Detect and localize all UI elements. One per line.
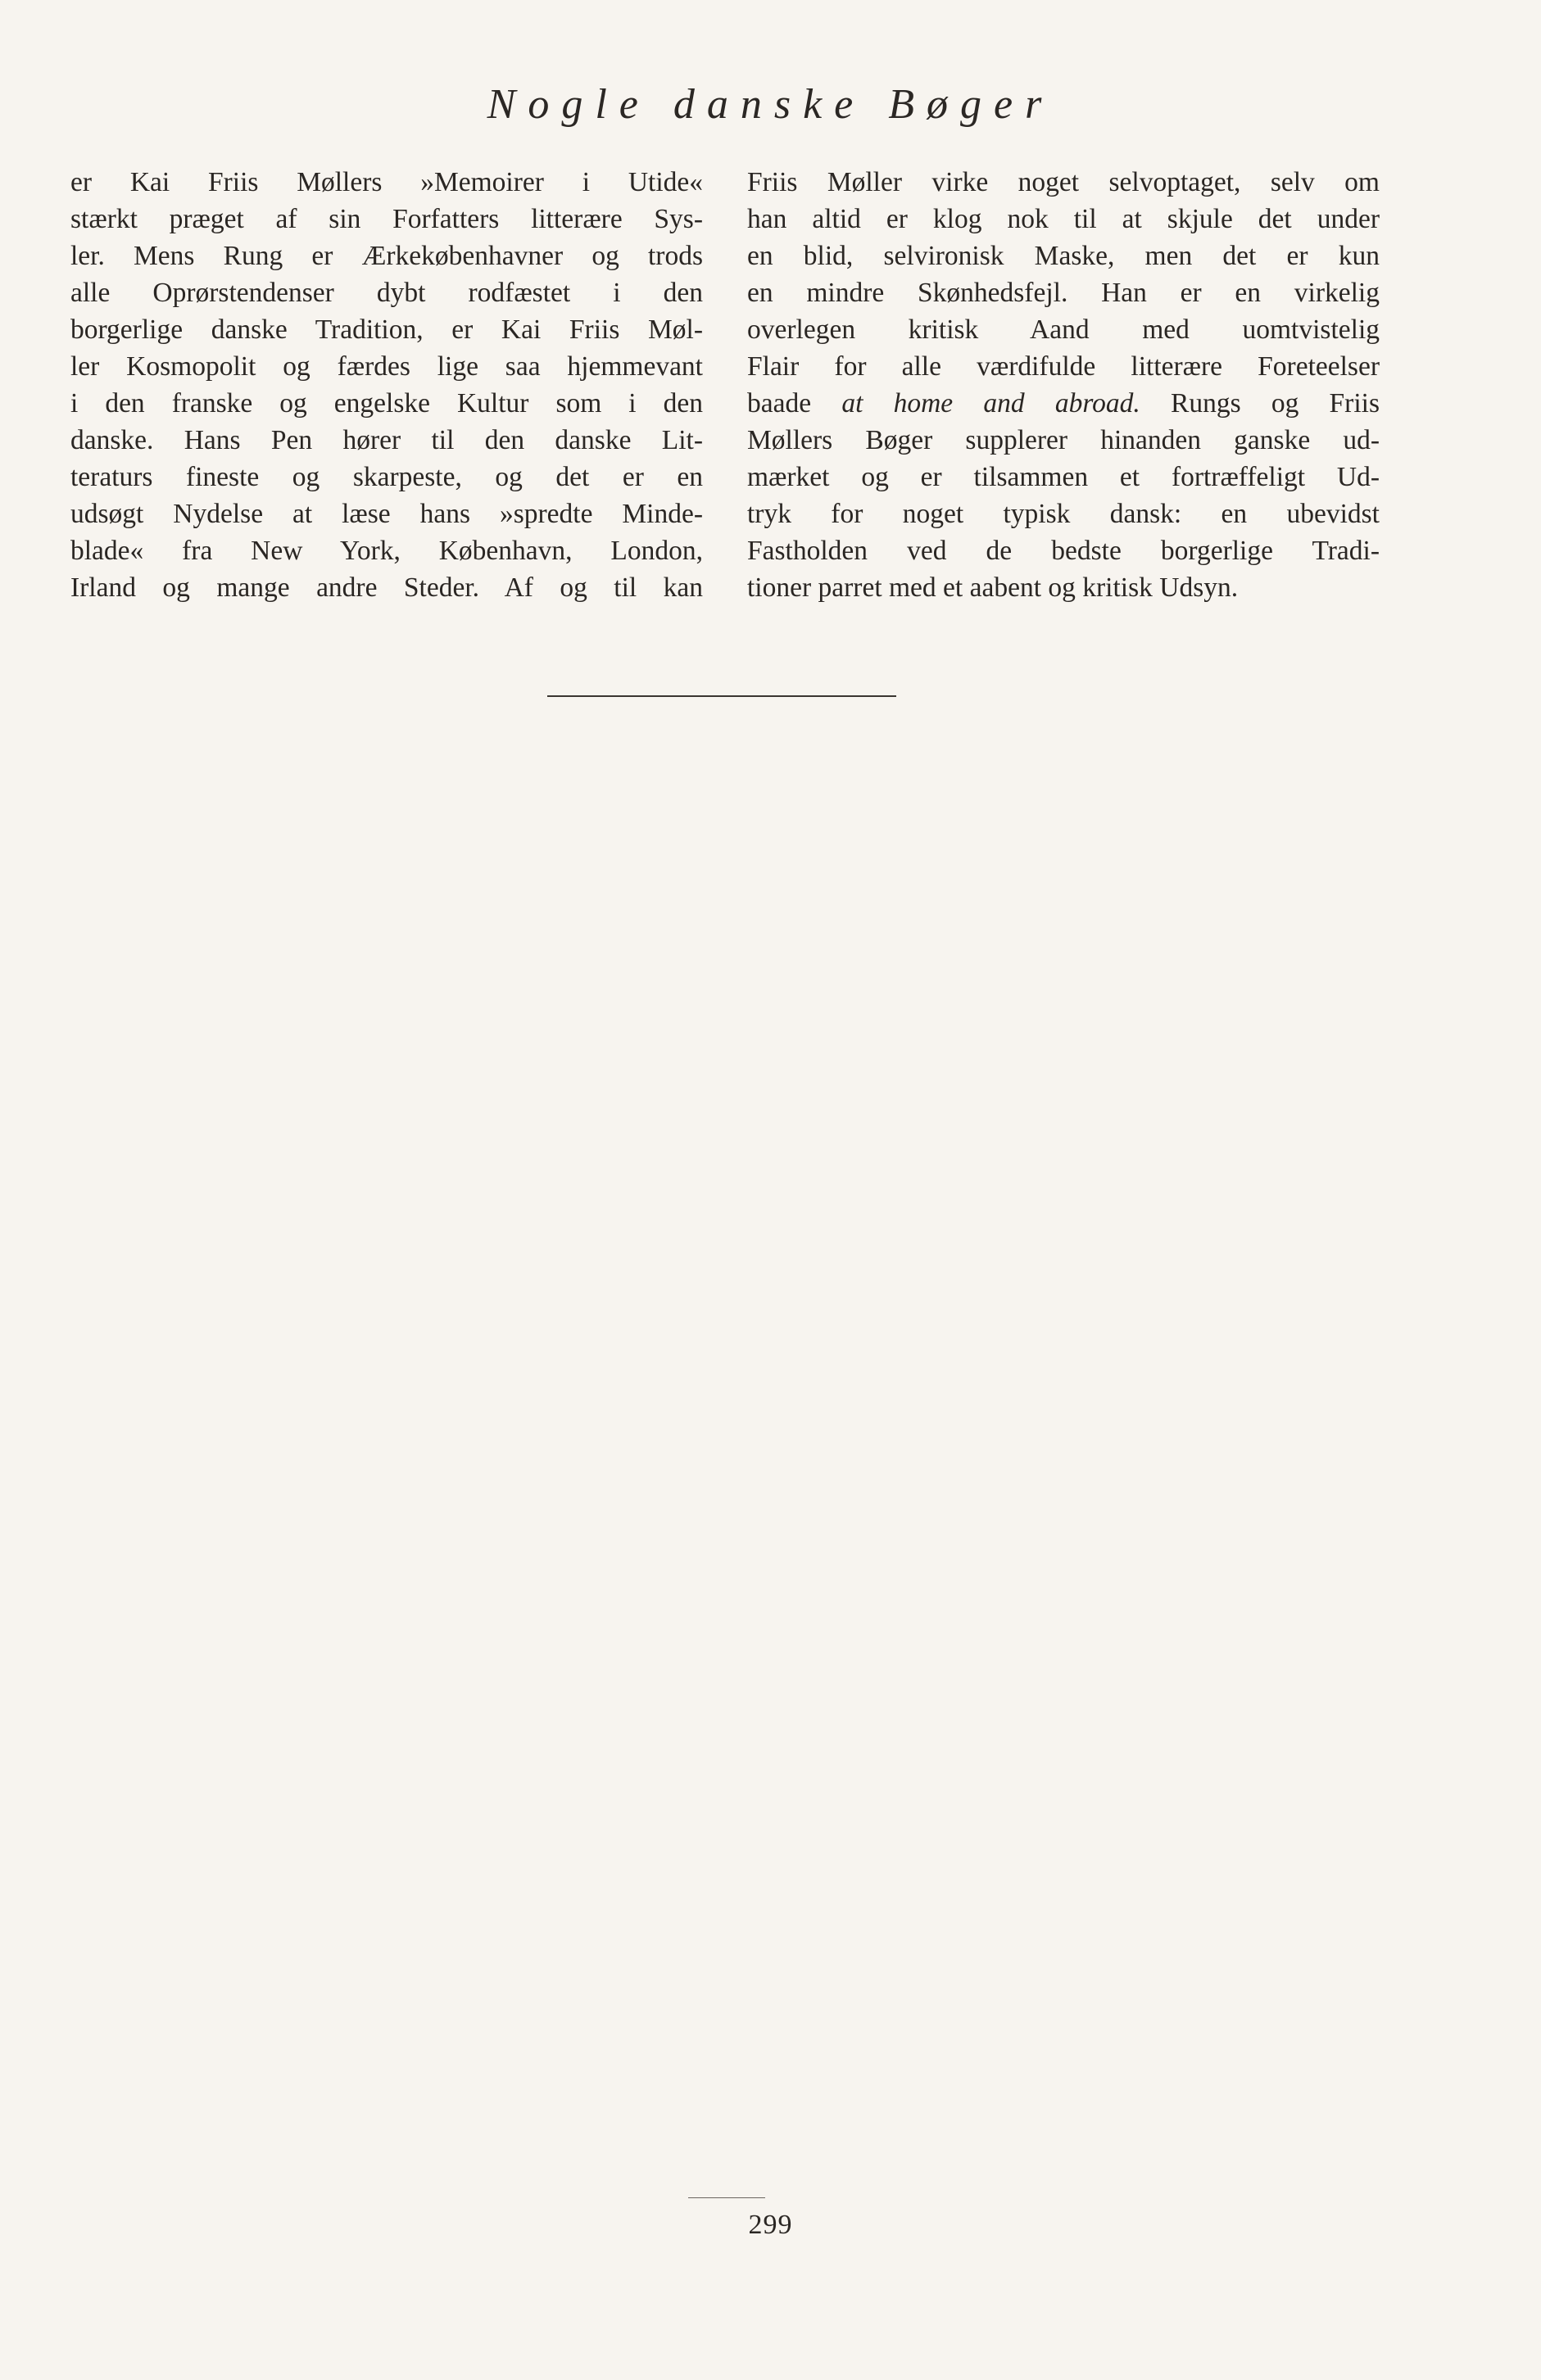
text-line: Friis Møller virke noget selvoptaget, selv om xyxy=(747,167,1380,197)
text-line: mærket og er tilsammen et fortræffeligt Ud- xyxy=(747,462,1380,492)
text-line: tryk for noget typisk dansk: en ubevidst xyxy=(747,499,1380,529)
left-paragraph xyxy=(70,164,703,606)
running-head: Nogle danske Bøger xyxy=(487,81,1054,128)
left-column xyxy=(70,164,703,606)
page-number: 299 xyxy=(748,2210,793,2240)
text-line: ler Kosmopolit og færdes lige saa hjemmevant xyxy=(70,351,703,382)
folio-rule xyxy=(688,2197,765,2198)
text-line-with-italic xyxy=(747,385,1380,422)
text-line: Irland og mange andre Steder. Af og til kan xyxy=(70,572,703,603)
text-line: overlegen kritisk Aand med uomtvistelig xyxy=(747,314,1380,345)
text-line: er Kai Friis Møllers »Memoirer i Utide« xyxy=(70,167,703,197)
text-line: blade« fra New York, København, London, xyxy=(70,536,703,566)
right-paragraph xyxy=(747,164,1380,606)
text-line: danske. Hans Pen hører til den danske Lit- xyxy=(70,425,703,455)
text-line: en blid, selvironisk Maske, men det er kun xyxy=(747,241,1380,271)
text-line: Møllers Bøger supplerer hinanden ganske ud- xyxy=(747,425,1380,455)
text-line: borgerlige danske Tradition, er Kai Friis Møl- xyxy=(70,314,703,345)
text-line: teraturs fineste og skarpeste, og det er en xyxy=(70,462,703,492)
right-column xyxy=(747,164,1380,606)
italic-phrase: at home and abroad. xyxy=(841,388,1140,419)
text-line: stærkt præget af sin Forfatters litterære Sys- xyxy=(70,204,703,234)
text-line: tioner parret med et aabent og kritisk Udsyn. xyxy=(747,572,1239,603)
text-segment: baade xyxy=(747,388,842,419)
text-line: i den franske og engelske Kultur som i den xyxy=(70,388,703,419)
text-line: Fastholden ved de bedste borgerlige Tradi- xyxy=(747,536,1380,566)
text-line: en mindre Skønhedsfejl. Han er en virkelig xyxy=(747,278,1380,308)
text-segment: Rungs og Friis xyxy=(1140,388,1380,419)
text-line: ler. Mens Rung er Ærkekøbenhavner og trods xyxy=(70,241,703,271)
section-divider xyxy=(547,695,896,697)
text-line: udsøgt Nydelse at læse hans »spredte Minde- xyxy=(70,499,703,529)
text-line: han altid er klog nok til at skjule det under xyxy=(747,204,1380,234)
text-line: Flair for alle værdifulde litterære Foreteelser xyxy=(747,351,1380,382)
text-line: alle Oprørstendenser dybt rodfæstet i den xyxy=(70,278,703,308)
